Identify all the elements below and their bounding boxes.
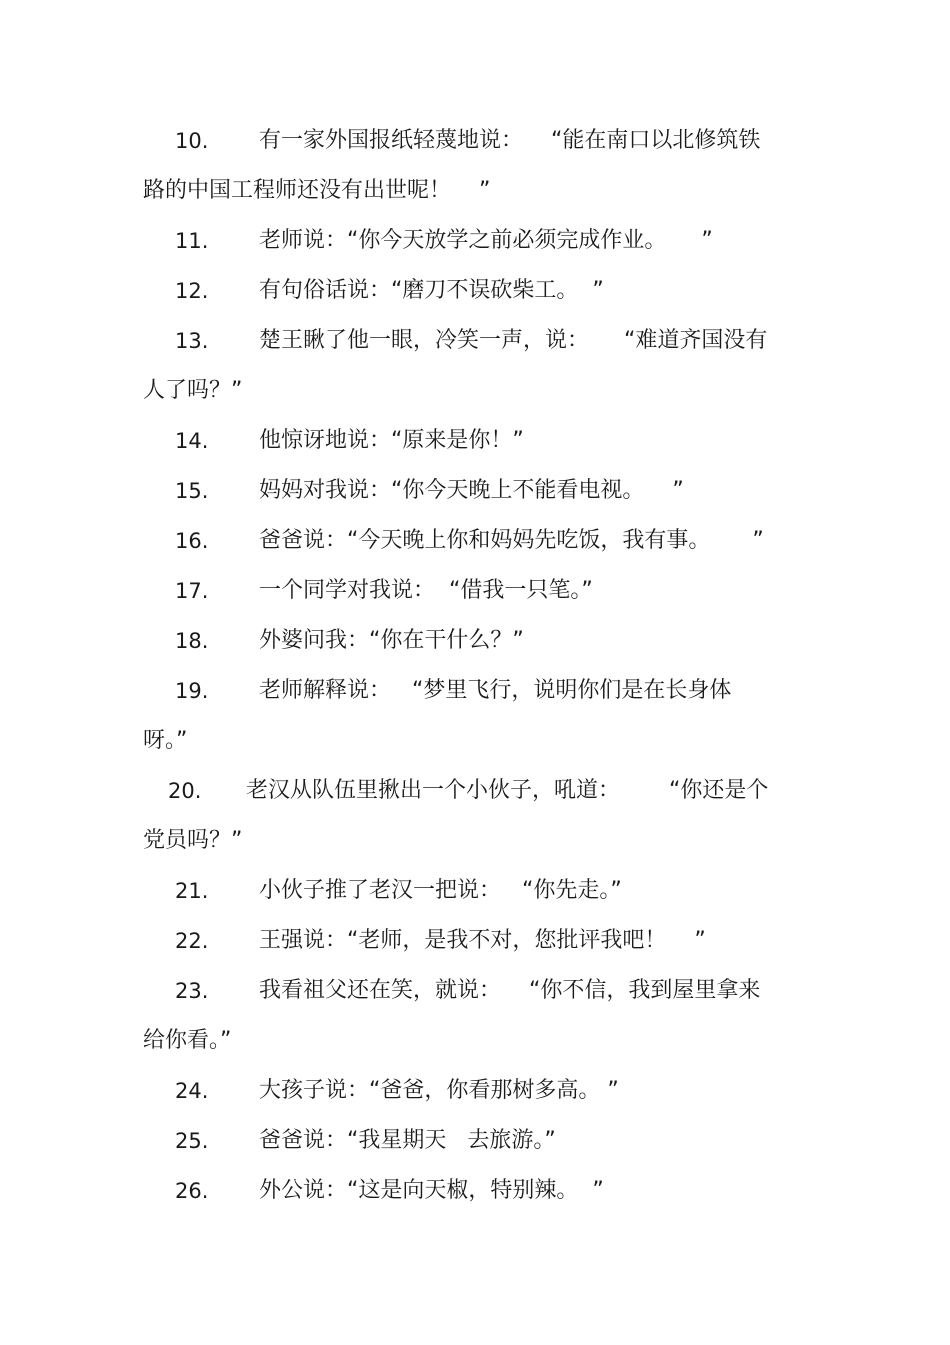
item-number: 13. xyxy=(175,329,209,353)
item-number: 15. xyxy=(175,479,209,503)
item-text: 一个同学对我说： “借我一只笔。” xyxy=(259,578,593,603)
item-number: 17. xyxy=(175,579,209,603)
item-text: 外婆问我：“你在干什么？” xyxy=(259,628,524,653)
item-number: 23. xyxy=(175,979,209,1003)
item-number: 19. xyxy=(175,679,209,703)
item-continuation: 路的中国工程师还没有出世呢！ ” xyxy=(143,178,491,203)
item-number: 14. xyxy=(175,429,209,453)
item-text: 老师解释说： “梦里飞行，说明你们是在长身体 xyxy=(259,678,732,703)
item-number: 11. xyxy=(175,229,209,253)
item-text: 楚王瞅了他一眼，冷笑一声，说： “难道齐国没有 xyxy=(259,328,768,353)
item-text: 老师说：“你今天放学之前必须完成作业。 ” xyxy=(259,228,713,253)
item-number: 20. xyxy=(168,779,202,803)
item-text: 小伙子推了老汉一把说： “你先走。” xyxy=(259,878,622,903)
item-text: 我看祖父还在笑，就说： “你不信，我到屋里拿来 xyxy=(259,978,761,1003)
item-text: 大孩子说：“爸爸，你看那树多高。 ” xyxy=(259,1078,619,1103)
item-text: 爸爸说：“我星期天 去旅游。” xyxy=(259,1128,556,1153)
item-text: 他惊讶地说：“原来是你！” xyxy=(259,428,524,453)
item-text: 妈妈对我说：“你今天晚上不能看电视。 ” xyxy=(259,478,684,503)
item-text: 有句俗话说：“磨刀不误砍柴工。 ” xyxy=(259,278,604,303)
item-continuation: 党员吗？” xyxy=(143,828,243,853)
item-number: 12. xyxy=(175,279,209,303)
item-number: 25. xyxy=(175,1129,209,1153)
item-number: 16. xyxy=(175,529,209,553)
item-text: 老汉从队伍里揪出一个小伙子，吼道： “你还是个 xyxy=(246,778,769,803)
item-continuation: 给你看。” xyxy=(143,1028,232,1053)
item-text: 有一家外国报纸轻蔑地说： “能在南口以北修筑铁 xyxy=(259,128,761,153)
item-number: 10. xyxy=(175,129,209,153)
item-text: 外公说：“这是向天椒，特别辣。 ” xyxy=(259,1178,604,1203)
item-text: 王强说：“老师，是我不对，您批评我吧！ ” xyxy=(259,928,706,953)
item-number: 24. xyxy=(175,1079,209,1103)
item-text: 爸爸说：“今天晚上你和妈妈先吃饭，我有事。 ” xyxy=(259,528,764,553)
item-number: 18. xyxy=(175,629,209,653)
item-number: 26. xyxy=(175,1179,209,1203)
item-continuation: 呀。” xyxy=(143,728,188,753)
item-number: 21. xyxy=(175,879,209,903)
item-continuation: 人了吗？” xyxy=(143,378,243,403)
item-number: 22. xyxy=(175,929,209,953)
